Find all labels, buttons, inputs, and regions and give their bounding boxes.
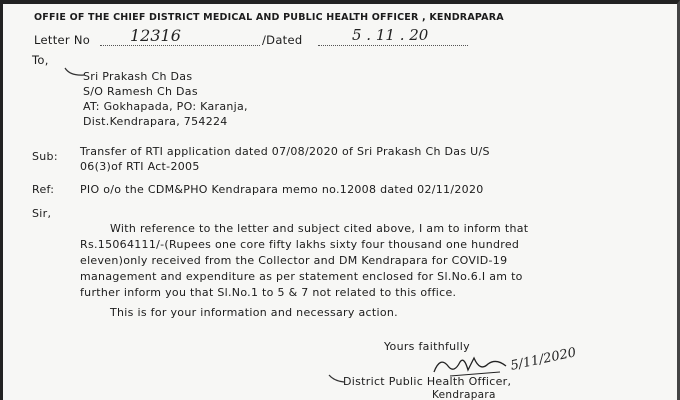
recipient-district: Dist.Kendrapara, 754224 bbox=[83, 115, 228, 128]
closing-line: This is for your information and necessary action. bbox=[110, 306, 398, 319]
reference-label: Ref: bbox=[32, 183, 55, 196]
recipient-name: Sri Prakash Ch Das bbox=[83, 70, 193, 83]
designation-line-2: Kendrapara bbox=[432, 389, 496, 400]
letter-no-label: Letter No bbox=[34, 33, 91, 47]
letter-no-underline bbox=[100, 45, 260, 46]
letter-no-value: 12316 bbox=[130, 26, 181, 45]
salutation: Sir, bbox=[32, 207, 52, 220]
recipient-relation: S/O Ramesh Ch Das bbox=[83, 85, 198, 98]
to-label: To, bbox=[32, 53, 49, 67]
dated-value: 5 . 11 . 20 bbox=[352, 26, 429, 44]
body-line-5: further inform you that Sl.No.1 to 5 & 7 not related to this office. bbox=[80, 286, 457, 299]
dated-underline bbox=[318, 45, 468, 46]
signature-date: 5/11/2020 bbox=[509, 345, 578, 374]
body-line-2: Rs.15064111/-(Rupees one core fifty lakhs sixty four thousand one hundred bbox=[80, 238, 520, 251]
body-line-3: eleven)only received from the Collector and DM Kendrapara for COVID-19 bbox=[80, 254, 508, 267]
dated-label: /Dated bbox=[262, 33, 303, 47]
yours-faithfully: Yours faithfully bbox=[384, 340, 470, 353]
body-line-1: With reference to the letter and subject cited above, I am to inform that bbox=[110, 222, 529, 235]
subject-line-2: 06(3)of RTI Act-2005 bbox=[80, 160, 200, 173]
designation-line-1: District Public Health Officer, bbox=[343, 375, 512, 388]
office-title: OFFIE OF THE CHIEF DISTRICT MEDICAL AND PUBLIC HEALTH OFFICER , KENDRAPARA bbox=[34, 12, 504, 23]
body-line-4: management and expenditure as per statement enclosed for Sl.No.6.I am to bbox=[80, 270, 523, 283]
subject-label: Sub: bbox=[32, 150, 58, 163]
reference-text: PIO o/o the CDM&PHO Kendrapara memo no.12008 dated 02/11/2020 bbox=[80, 183, 484, 196]
subject-line-1: Transfer of RTI application dated 07/08/2020 of Sri Prakash Ch Das U/S bbox=[80, 145, 490, 158]
recipient-address: AT: Gokhapada, PO: Karanja, bbox=[83, 100, 248, 113]
